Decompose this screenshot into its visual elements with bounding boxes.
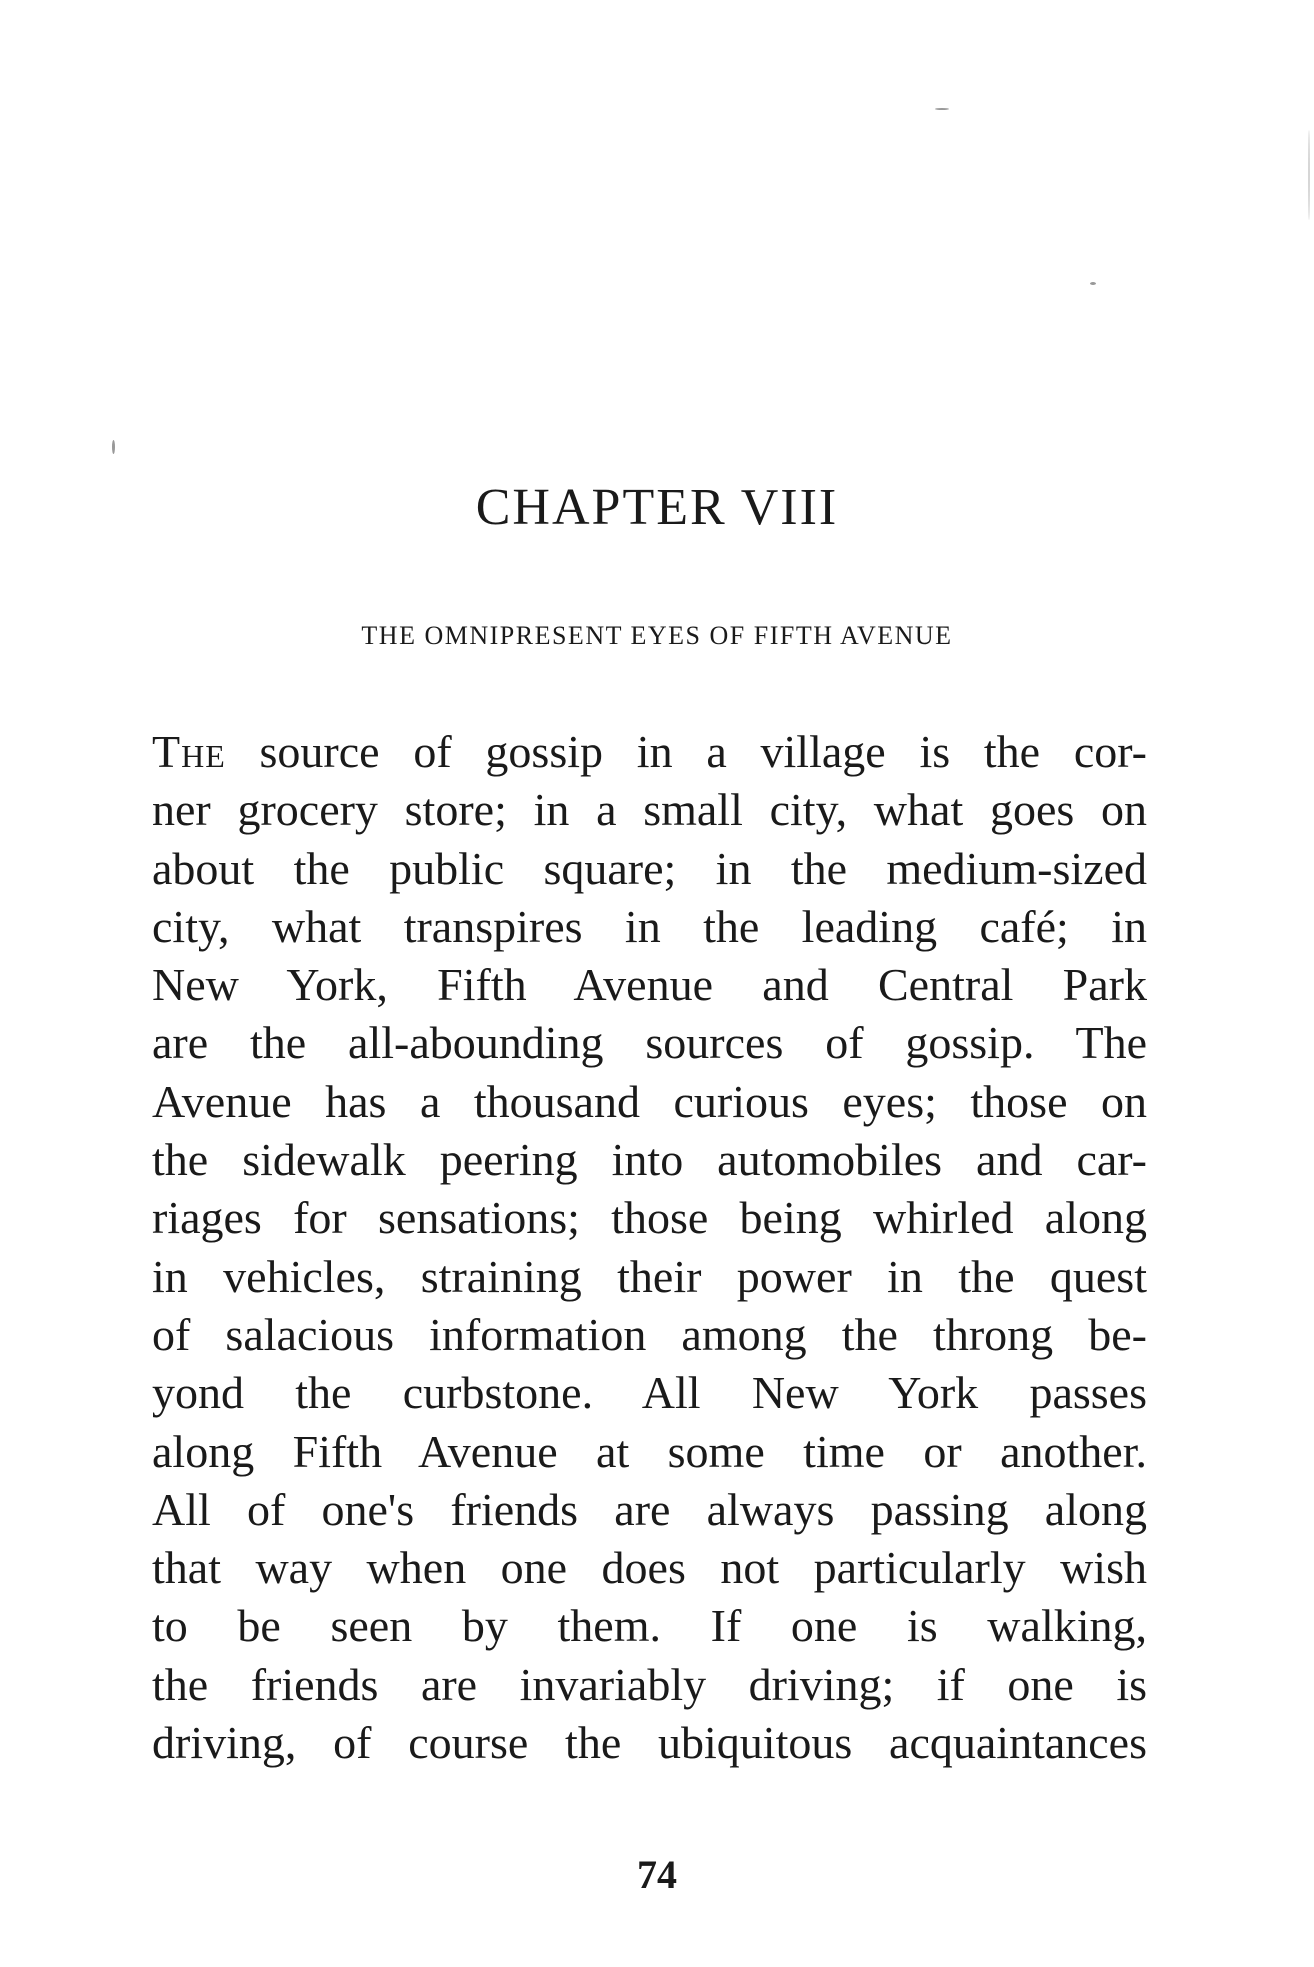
scan-speck — [1090, 282, 1096, 285]
text-line: along Fifth Avenue at some time or another. — [152, 1425, 1147, 1477]
text-line: to be seen by them. If one is walking, — [152, 1600, 1147, 1652]
text-line: driving, of course the ubiquitous acquaintances — [152, 1717, 1147, 1769]
text-line: are the all-abounding sources of gossip. The — [152, 1017, 1147, 1069]
page-number: 74 — [637, 1852, 677, 1897]
text-line: ner grocery store; in a small city, what goes on — [152, 784, 1147, 836]
text-line: riages for sensations; those being whirled along — [152, 1192, 1147, 1244]
text-line: New York, Fifth Avenue and Central Park — [152, 959, 1147, 1011]
text-line: about the public square; in the medium-sized — [152, 842, 1147, 894]
text-line: All of one's friends are always passing along — [152, 1483, 1147, 1535]
text-line: yond the curbstone. All New York passes — [152, 1367, 1147, 1419]
text-line: of salacious information among the throng be- — [152, 1308, 1147, 1360]
scan-speck — [935, 108, 949, 110]
text-line-rest: source of gossip in a village is the cor- — [225, 726, 1147, 777]
text-line: in vehicles, straining their power in the quest — [152, 1250, 1147, 1302]
text-line — [152, 723, 1147, 781]
body-paragraph — [152, 723, 1147, 1772]
text-line: Avenue has a thousand curious eyes; those on — [152, 1075, 1147, 1127]
text-line: the sidewalk peering into automobiles and car- — [152, 1134, 1147, 1186]
scan-speck — [1308, 130, 1310, 220]
scan-speck — [112, 440, 115, 454]
text-line: city, what transpires in the leading café; in — [152, 900, 1147, 952]
text-line: the friends are invariably driving; if one is — [152, 1658, 1147, 1710]
text-line: that way when one does not particularly wish — [152, 1542, 1147, 1594]
chapter-title: THE OMNIPRESENT EYES OF FIFTH AVENUE — [361, 621, 953, 650]
chapter-heading: CHAPTER VIII — [475, 479, 839, 536]
drop-word: The — [152, 726, 226, 777]
